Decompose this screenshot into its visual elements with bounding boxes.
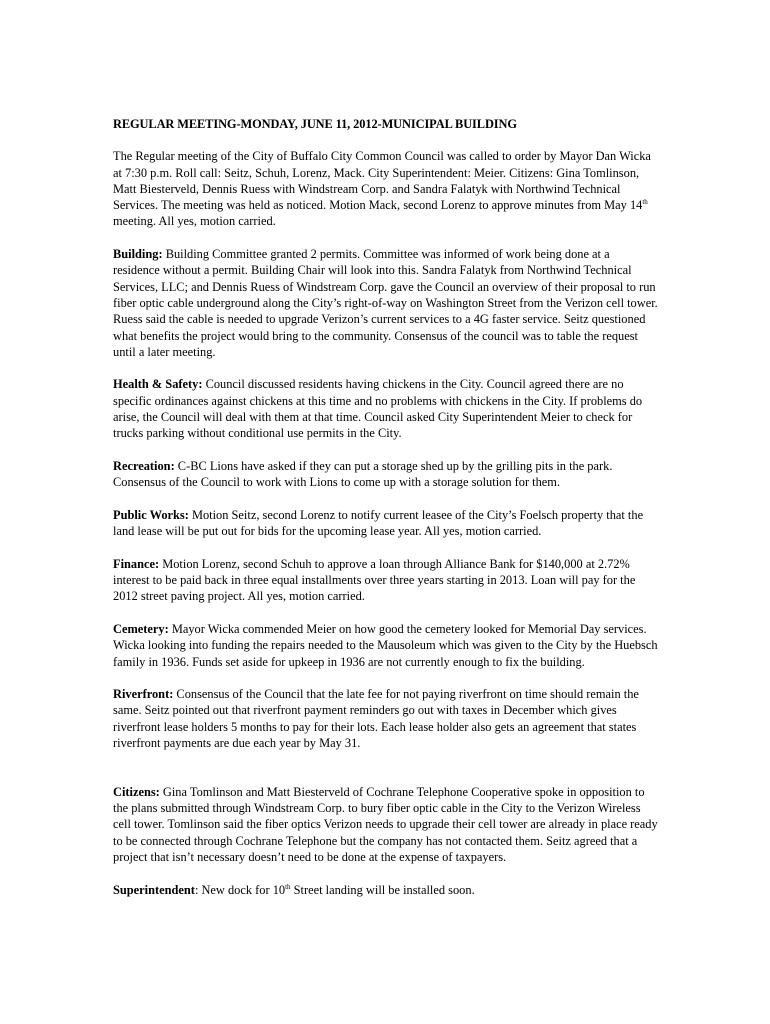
recreation-paragraph [113, 458, 658, 491]
riverfront-text: Consensus of the Council that the late fee for not paying riverfront on time should remain the same. Seitz pointed out that riverfront payment reminders go out with taxes in December which gives riverfront lease holders 5 months to pay for their lots. Each lease holder also gets an agreement that states riverfront payments are due each year by May 31. [113, 687, 639, 750]
finance-heading: Finance: [113, 556, 160, 571]
superintendent-text: New dock for 10 [198, 882, 286, 897]
superintendent-paragraph [113, 882, 658, 898]
intro-text: The Regular meeting of the City of Buffalo City Common Council was called to order by Mayor Dan Wicka at 7:30 p.m. Roll call: Seitz, Schuh, Lorenz, Mack. City Superintendent: Meier. Citizens: Gina Tomlinson, Matt Biesterveld, Dennis Ruess with Windstream Corp. and Sandra Falatyk with Northwind Technical Services. The meeting was held as noticed. Motion Mack, second Lorenz to approve minutes from May 14 [113, 149, 651, 213]
finance-paragraph [113, 556, 658, 605]
recreation-text: C-BC Lions have asked if they can put a storage shed up by the grilling pits in the park. Consensus of the Council to work with Lions to come up with a storage solution for them. [113, 458, 613, 490]
riverfront-heading: Riverfront: [113, 687, 174, 702]
citizens-text: Gina Tomlinson and Matt Biesterveld of Cochrane Telephone Cooperative spoke in opposition to the plans submitted through Windstream Corp. to bury fiber optic cable in the City to the Verizon Wireless cell tower. Tomlinson said the fiber optics Verizon needs to upgrade their cell tower are already in place ready to be connected through Cochrane Telephone but the company has not contacted them. Seitz agreed that a project that isn’t necessary doesn’t need to be done at the expense of taxpayers. [113, 784, 658, 865]
recreation-heading: Recreation: [113, 458, 175, 473]
health-safety-heading: Health & Safety: [113, 377, 203, 392]
building-text: Building Committee granted 2 permits. Committee was informed of work being done at a residence without a permit. Building Chair will look into this. Sandra Falatyk from Northwind Technical Services, LLC; and Dennis Ruess of Windstream Corp. gave the Council an overview of their proposal to run fiber optic cable underground along the City’s right-of-way on Washington Street from the Verizon cell tower. Ruess said the cable is needed to upgrade Verizon’s current services to a 4G faster service. Seitz questioned what benefits the project would bring to the community. Consensus of the council was to table the request until a later meeting. [113, 247, 658, 359]
citizens-paragraph [113, 784, 658, 865]
cemetery-paragraph [113, 621, 658, 670]
superintendent-heading: Superintendent [113, 882, 195, 897]
building-heading: Building: [113, 247, 163, 262]
intro-text-end: meeting. All yes, motion carried. [113, 214, 276, 229]
finance-text: Motion Lorenz, second Schuh to approve a loan through Alliance Bank for $140,000 at 2.72% interest to be paid back in three equal installments over three years starting in 2013. Loan will pay for the 2012 street paving project. All yes, motion carried. [113, 556, 636, 604]
document-title: REGULAR MEETING-MONDAY, JUNE 11, 2012-MUNICIPAL BUILDING [113, 117, 517, 131]
public-works-paragraph [113, 507, 658, 540]
public-works-heading: Public Works: [113, 507, 189, 522]
riverfront-paragraph [113, 686, 658, 751]
superintendent-colon: : [194, 882, 199, 897]
document-page [113, 116, 658, 914]
cemetery-text: Mayor Wicka commended Meier on how good the cemetery looked for Memorial Day services. Wicka looking into funding the repairs needed to the Mausoleum which was given to the City by the Huebsch family in 1936. Funds set aside for upkeep in 1936 are not currently enough to fix the building. [113, 621, 658, 669]
health-safety-paragraph [113, 376, 658, 441]
citizens-heading: Citizens: [113, 784, 160, 799]
intro-ordinal-suffix: th [642, 198, 648, 207]
building-paragraph [113, 246, 658, 360]
superintendent-ordinal-suffix: th [285, 882, 291, 891]
cemetery-heading: Cemetery: [113, 621, 169, 636]
health-safety-text: Council discussed residents having chickens in the City. Council agreed there are no specific ordinances against chickens at this time and no problems with chickens in the City. If problems do arise, the Council will deal with them at that time. Council asked City Superintendent Meier to check for trucks parking without conditional use permits in the City. [113, 377, 643, 441]
intro-paragraph [113, 148, 658, 229]
public-works-text: Motion Seitz, second Lorenz to notify current leasee of the City’s Foelsch property that the land lease will be put out for bids for the upcoming lease year. All yes, motion carried. [113, 507, 644, 539]
superintendent-text-end: Street landing will be installed soon. [290, 882, 475, 897]
